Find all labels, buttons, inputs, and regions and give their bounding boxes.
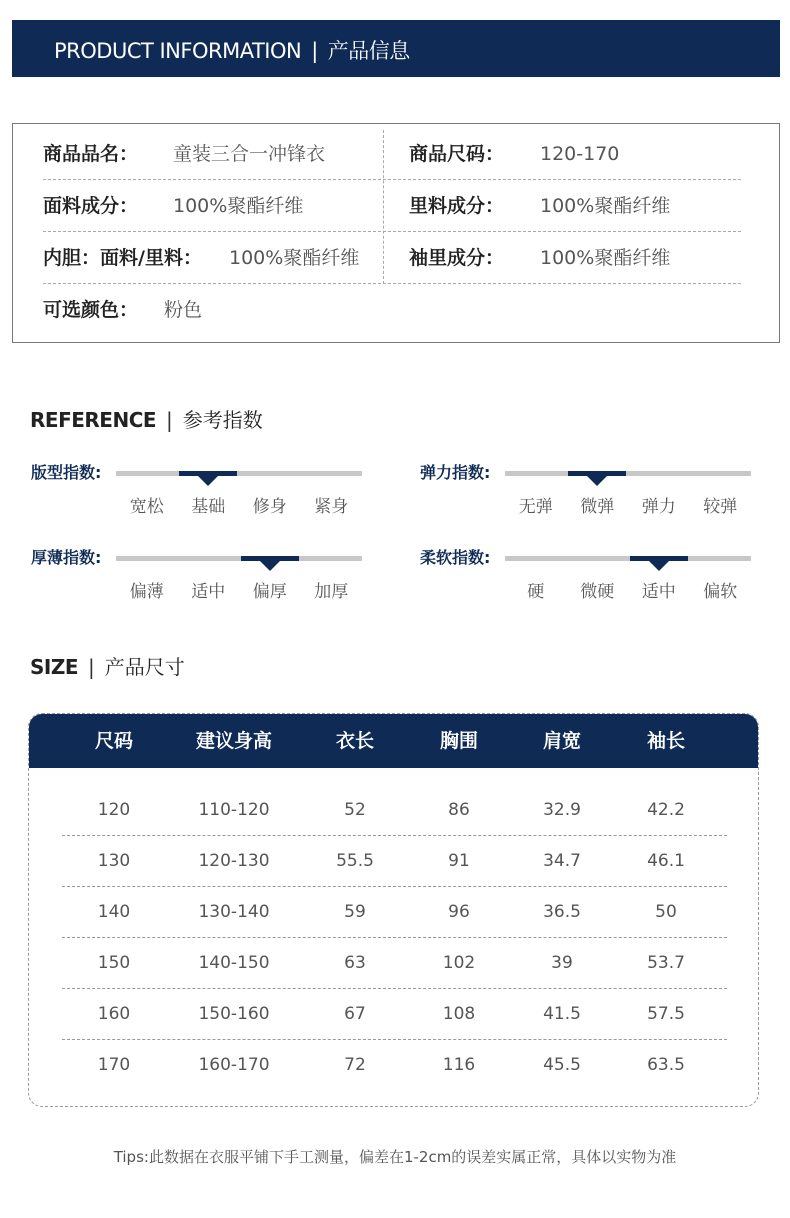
softness-option: 适中 — [641, 582, 676, 602]
thickness-option: 适中 — [191, 582, 226, 602]
column-header: 肩宽 — [542, 730, 581, 752]
stretch-indicator-arrow — [587, 476, 607, 486]
size-table — [28, 713, 759, 1107]
fit-option: 修身 — [252, 497, 287, 517]
product-info-box — [12, 123, 780, 343]
fit-indicator-arrow — [198, 476, 218, 486]
thickness-indicator-bar — [116, 556, 362, 561]
product-name-label: 商品品名： — [43, 143, 139, 165]
column-header: 衣长 — [335, 730, 374, 752]
fit-option: 宽松 — [129, 497, 164, 517]
table-cell: 52 — [344, 800, 366, 820]
fabric-label: 面料成分： — [43, 195, 139, 217]
reference-title-cn: 参考指数 — [182, 408, 263, 432]
table-cell: 116 — [442, 1055, 476, 1075]
color-label: 可选颜色： — [43, 299, 139, 321]
size-title-en: SIZE — [30, 655, 79, 679]
banner-separator: | — [311, 39, 318, 63]
color-value: 粉色 — [164, 299, 203, 321]
stretch-option: 较弹 — [703, 497, 738, 517]
info-row-3 — [43, 232, 741, 284]
fit-indicator-label: 版型指数: — [31, 463, 102, 482]
stretch-option: 微弹 — [580, 497, 615, 517]
lining-value: 100%聚酯纤维 — [540, 195, 671, 217]
table-cell: 108 — [442, 1004, 476, 1024]
table-cell: 102 — [442, 953, 476, 973]
softness-option: 微硬 — [580, 582, 615, 602]
table-cell: 45.5 — [543, 1055, 581, 1075]
table-cell: 36.5 — [543, 902, 581, 922]
table-cell: 120 — [97, 800, 131, 820]
table-cell: 110-120 — [198, 800, 270, 820]
table-cell: 34.7 — [543, 851, 581, 871]
info-row-1 — [43, 128, 741, 180]
size-title-cn: 产品尺寸 — [104, 655, 185, 679]
table-cell: 63 — [344, 953, 366, 973]
measurement-tips: Tips:此数据在衣服平铺下手工测量，偏差在1-2cm的误差实属正常，具体以实物为准 — [113, 1148, 677, 1166]
table-cell: 55.5 — [336, 851, 374, 871]
size-separator: | — [88, 655, 95, 679]
table-row — [62, 887, 727, 938]
softness-option: 偏软 — [703, 582, 738, 602]
table-cell: 67 — [344, 1004, 366, 1024]
table-cell: 57.5 — [647, 1004, 685, 1024]
header-banner — [12, 20, 780, 77]
info-row-4 — [43, 284, 741, 336]
thickness-option: 偏薄 — [129, 582, 164, 602]
fabric-value: 100%聚酯纤维 — [173, 195, 304, 217]
sleeve-lining-label: 袖里成分： — [409, 247, 505, 269]
stretch-option: 弹力 — [641, 497, 676, 517]
lining-label: 里料成分： — [409, 195, 505, 217]
table-cell: 39 — [551, 953, 573, 973]
softness-indicator-label: 柔软指数: — [420, 548, 491, 567]
table-cell: 59 — [344, 902, 366, 922]
table-cell: 160-170 — [198, 1055, 270, 1075]
table-row — [62, 836, 727, 887]
column-header: 胸围 — [439, 730, 478, 752]
table-cell: 86 — [448, 800, 470, 820]
stretch-option: 无弹 — [518, 497, 553, 517]
product-name-value: 童装三合一冲锋衣 — [173, 143, 326, 165]
fit-indicator — [31, 460, 391, 520]
sleeve-lining-value: 100%聚酯纤维 — [540, 247, 671, 269]
stretch-indicator-label: 弹力指数: — [420, 463, 491, 482]
table-cell: 32.9 — [543, 800, 581, 820]
banner-title-en: PRODUCT INFORMATION — [54, 39, 302, 63]
size-table-header — [29, 714, 758, 768]
thickness-indicator — [31, 545, 391, 605]
table-cell: 160 — [97, 1004, 131, 1024]
banner-title-cn: 产品信息 — [327, 39, 410, 63]
table-cell: 140-150 — [198, 953, 270, 973]
table-row — [62, 1040, 727, 1091]
fit-option: 基础 — [191, 497, 226, 517]
inner-label: 内胆：面料/里料： — [43, 247, 202, 269]
table-cell: 140 — [97, 902, 131, 922]
table-cell: 150-160 — [198, 1004, 270, 1024]
reference-separator: | — [166, 408, 173, 432]
stretch-indicator — [420, 460, 780, 520]
table-cell: 41.5 — [543, 1004, 581, 1024]
table-cell: 130-140 — [198, 902, 270, 922]
thickness-option: 偏厚 — [252, 582, 287, 602]
reference-title-en: REFERENCE — [30, 408, 157, 432]
softness-indicator-arrow — [649, 561, 669, 571]
table-cell: 50 — [655, 902, 677, 922]
softness-indicator — [420, 545, 780, 605]
table-cell: 150 — [97, 953, 131, 973]
table-cell: 63.5 — [647, 1055, 685, 1075]
size-heading — [30, 651, 185, 680]
table-row — [62, 785, 727, 836]
banner-title — [54, 35, 410, 65]
table-cell: 120-130 — [198, 851, 270, 871]
table-cell: 96 — [448, 902, 470, 922]
reference-heading — [30, 404, 263, 433]
product-size-value: 120-170 — [540, 143, 620, 165]
table-row — [62, 938, 727, 989]
table-cell: 170 — [97, 1055, 131, 1075]
info-row-2 — [43, 180, 741, 232]
fit-indicator-bar — [116, 471, 362, 476]
softness-option: 硬 — [527, 582, 545, 602]
column-header: 建议身高 — [195, 730, 272, 752]
table-row — [62, 989, 727, 1040]
inner-value: 100%聚酯纤维 — [229, 247, 360, 269]
table-cell: 46.1 — [647, 851, 685, 871]
table-cell: 72 — [344, 1055, 366, 1075]
stretch-indicator-bar — [505, 471, 751, 476]
column-header: 袖长 — [646, 730, 685, 752]
softness-indicator-bar — [505, 556, 751, 561]
fit-option: 紧身 — [314, 497, 349, 517]
table-cell: 91 — [448, 851, 470, 871]
table-cell: 53.7 — [647, 953, 685, 973]
column-header: 尺码 — [94, 730, 133, 752]
thickness-indicator-label: 厚薄指数: — [31, 548, 102, 567]
table-cell: 42.2 — [647, 800, 685, 820]
product-size-label: 商品尺码： — [409, 143, 505, 165]
table-cell: 130 — [97, 851, 131, 871]
thickness-option: 加厚 — [314, 582, 349, 602]
thickness-indicator-arrow — [260, 561, 280, 571]
